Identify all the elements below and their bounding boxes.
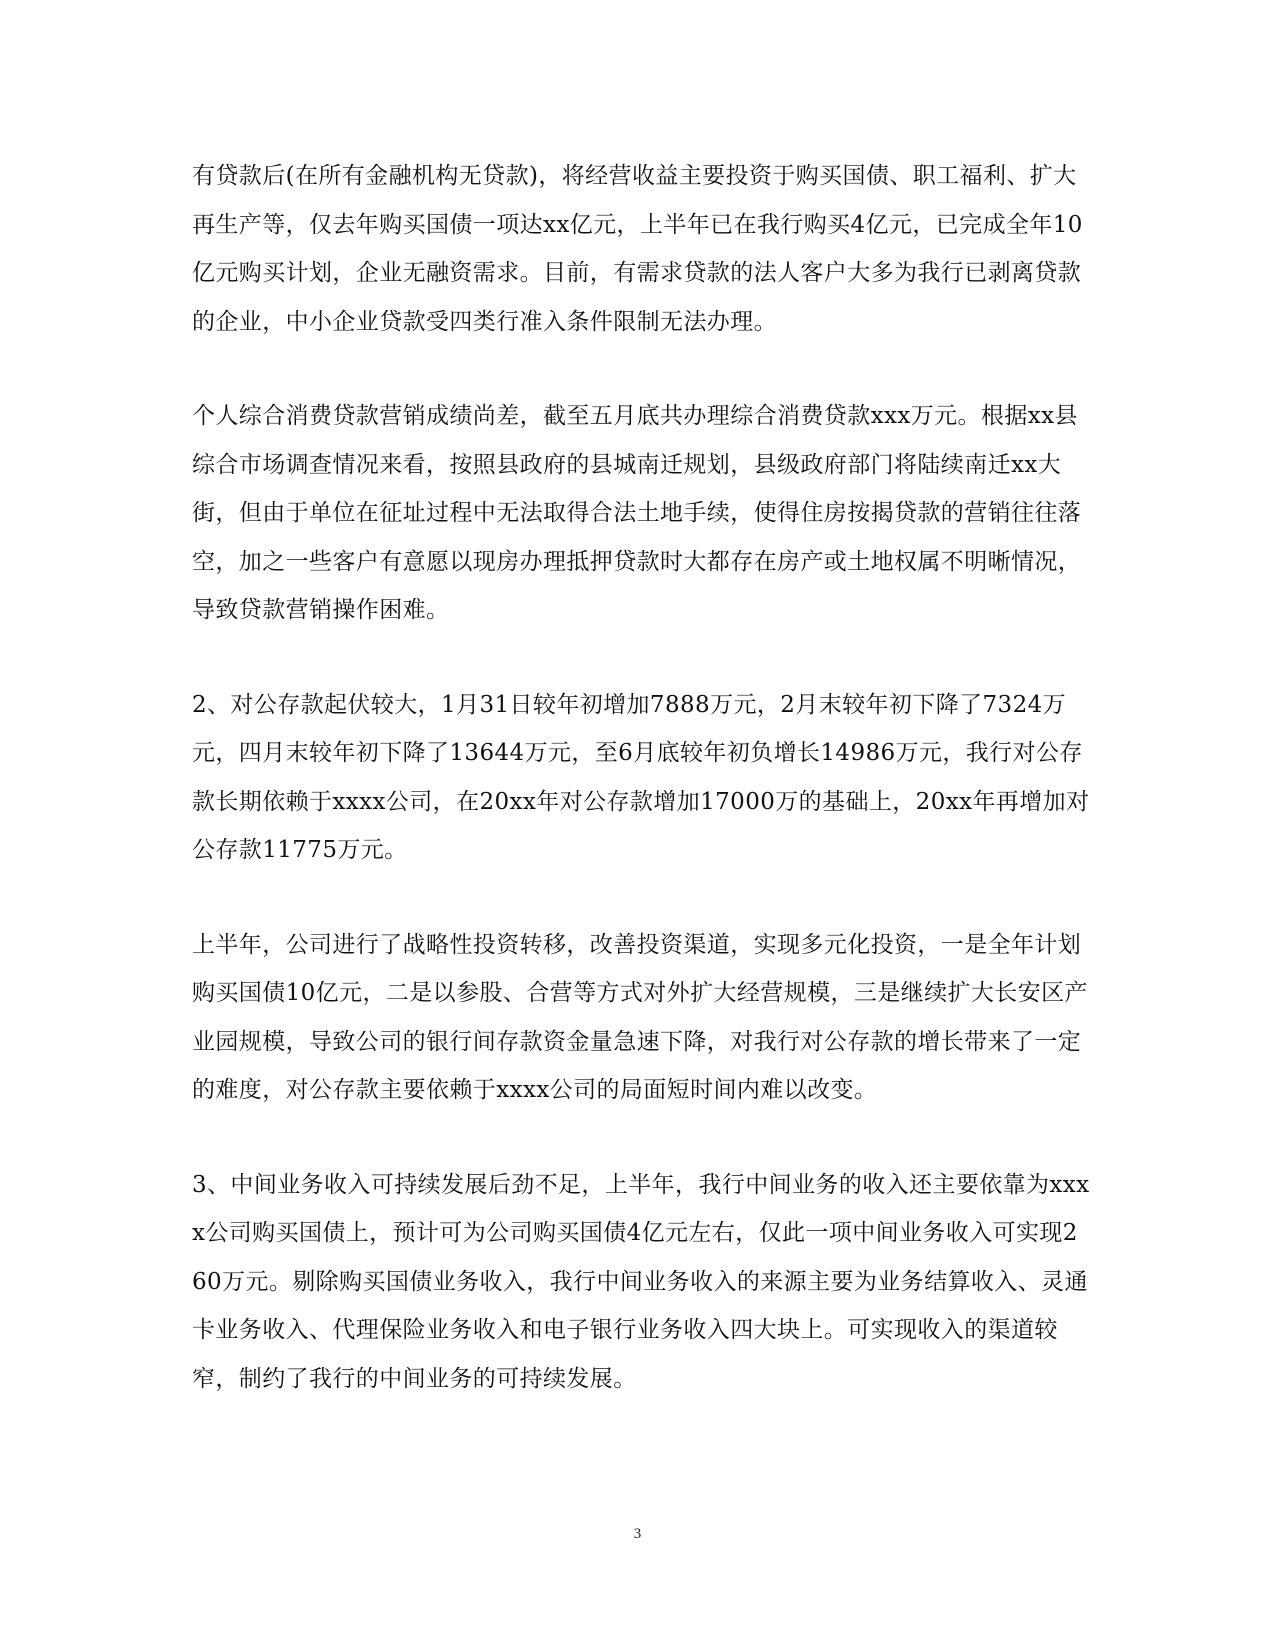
paragraph-investment-shift: 上半年，公司进行了战略性投资转移，改善投资渠道，实现多元化投资，一是全年计划购买国债10亿元，二是以参股、合营等方式对外扩大经营规模，三是继续扩大长安区产业园规模，导致公司的银行间存款资金量急速下降，对我行对公存款的增长带来了一定的难度，对公存款主要依赖于xxxx公司的局面短时间内难以改变。 <box>192 931 1088 1103</box>
page-number: 3 <box>633 1526 642 1542</box>
paragraph-corporate-deposits: 2、对公存款起伏较大，1月31日较年初增加7888万元，2月末较年初下降了7324万元，四月末较年初下降了13644万元，至6月底较年初负增长14986万元，我行对公存款长期依赖于xxxx公司，在20xx年对公存款增加17000万的基础上，20xx年再增加对公存款11775万元。 <box>192 691 1090 863</box>
body-text <box>192 152 1092 1449</box>
paragraph-consumer-loans: 个人综合消费贷款营销成绩尚差，截至五月底共办理综合消费贷款xxx万元。根据xx县综合市场调查情况来看，按照县政府的县城南迁规划，县级政府部门将陆续南迁xx大街，但由于单位在征址过程中无法取得合法土地手续，使得住房按揭贷款的营销往往落空，加之一些客户有意愿以现房办理抵押贷款时大都存在房产或土地权属不明晰情况，导致贷款营销操作困难。 <box>192 403 1082 623</box>
paragraph-intermediary-income: 3、中间业务收入可持续发展后劲不足，上半年，我行中间业务的收入还主要依靠为xxxx公司购买国债上，预计可为公司购买国债4亿元左右，仅此一项中间业务收入可实现260万元。剔除购买国债业务收入，我行中间业务收入的来源主要为业务结算收入、灵通卡业务收入、代理保险业务收入和电子银行业务收入四大块上。可实现收入的渠道较窄，制约了我行的中间业务的可持续发展。 <box>192 1171 1090 1392</box>
paragraph-loan-demand: 有贷款后(在所有金融机构无贷款)，将经营收益主要投资于购买国债、职工福利、扩大再生产等，仅去年购买国债一项达xx亿元，上半年已在我行购买4亿元，已完成全年10亿元购买计划，企业无融资需求。目前，有需求贷款的法人客户大多为我行已剥离贷款的企业，中小企业贷款受四类行准入条件限制无法办理。 <box>192 163 1083 335</box>
